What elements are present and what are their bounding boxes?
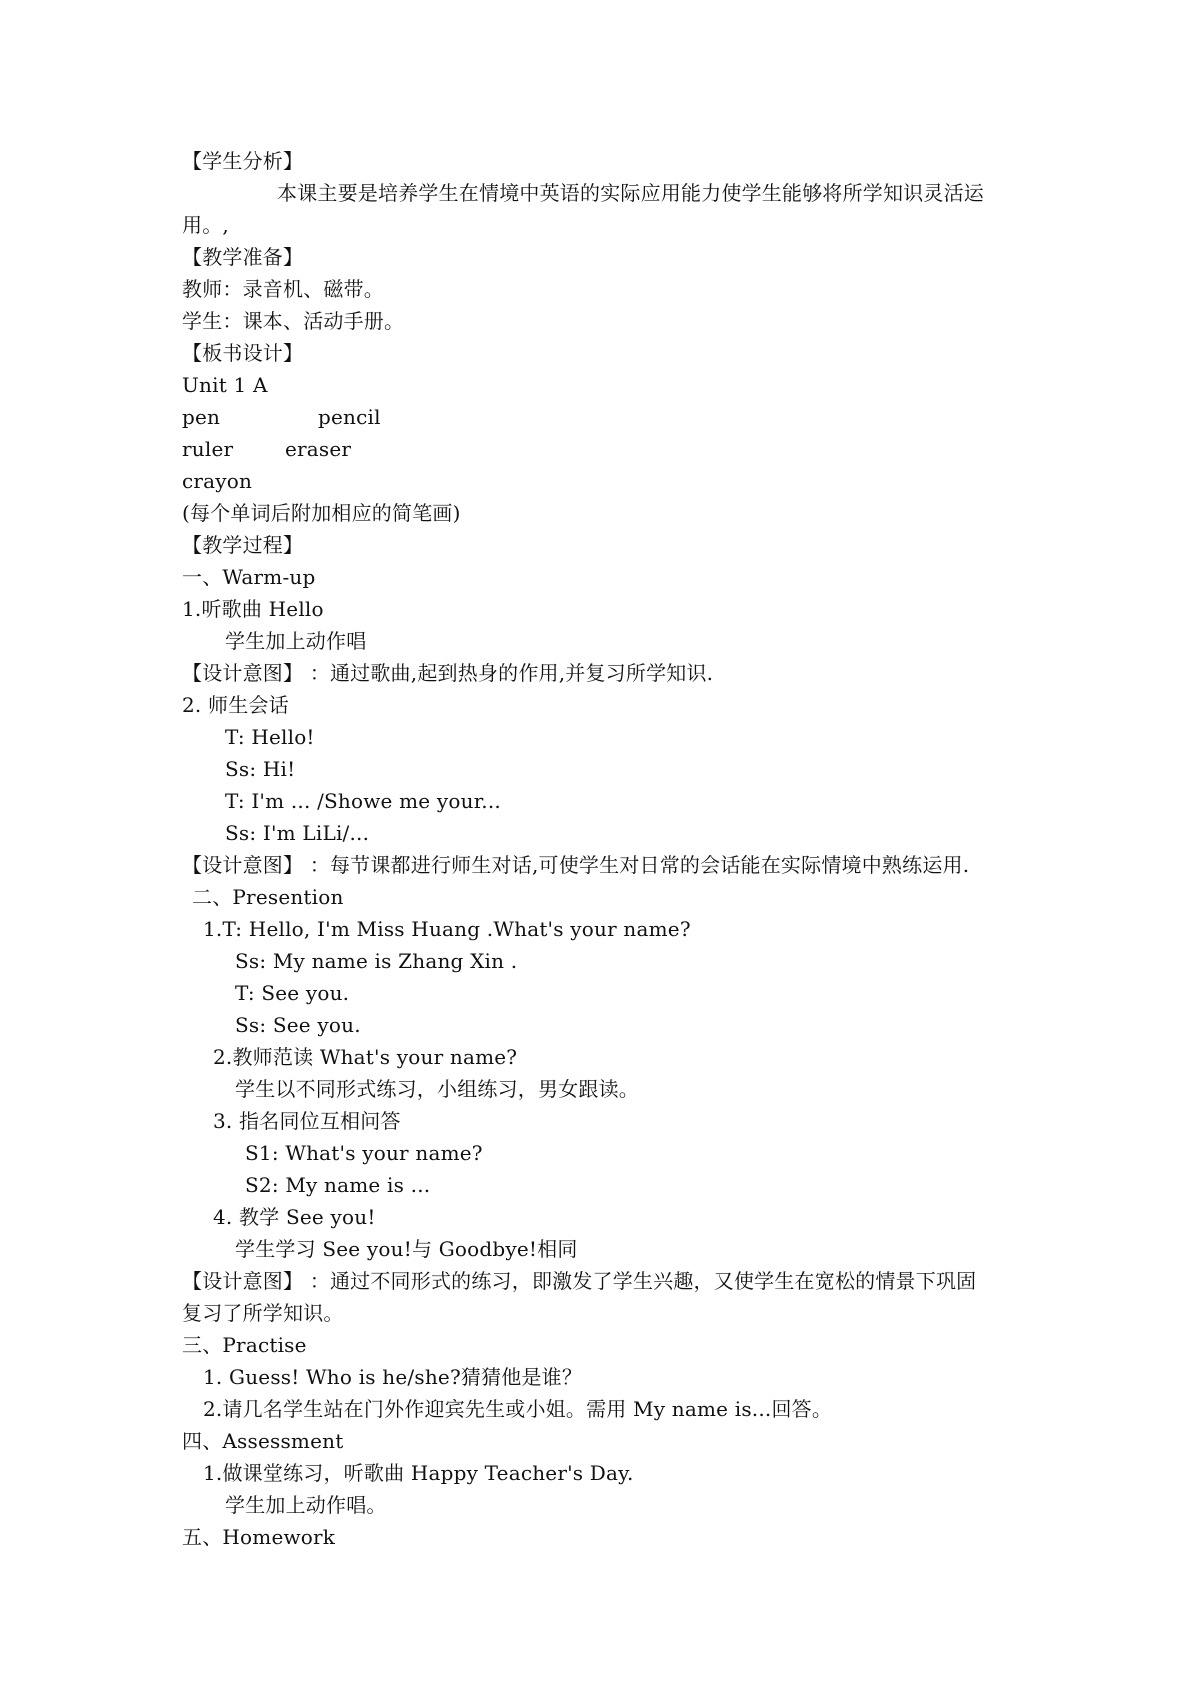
unit-title: Unit 1 A — [182, 373, 268, 397]
vocab-word: pencil — [318, 405, 381, 429]
dialogue-line: T: I'm ... /Showe me your... — [225, 789, 501, 813]
section-heading: 五、Homework — [182, 1525, 336, 1549]
heading-student-analysis: 【学生分析】 — [182, 149, 304, 173]
list-item: 1.听歌曲 Hello — [182, 597, 324, 621]
section-heading: 一、Warm-up — [182, 565, 316, 589]
paragraph-line: 用。, — [182, 213, 229, 237]
paragraph-line: 学生以不同形式练习，小组练习，男女跟读。 — [235, 1077, 639, 1101]
list-item: 1.T: Hello, I'm Miss Huang .What's your name? — [203, 917, 691, 941]
paragraph-line: 教师：录音机、磁带。 — [182, 277, 384, 301]
dialogue-line: S1: What's your name? — [245, 1141, 483, 1165]
vocab-word: pen — [182, 405, 221, 429]
section-heading: 二、Presention — [192, 885, 344, 909]
paragraph-line: 学生学习 See you!与 Goodbye!相同 — [235, 1237, 578, 1261]
paragraph-line: 学生加上动作唱。 — [225, 1493, 387, 1517]
list-item: 2.教师范读 What's your name? — [213, 1045, 518, 1069]
heading-teaching-preparation: 【教学准备】 — [182, 245, 304, 269]
paragraph-line: 本课主要是培养学生在情境中英语的实际应用能力使学生能够将所学知识灵活运 — [277, 181, 984, 205]
dialogue-line: S2: My name is ... — [245, 1173, 431, 1197]
heading-teaching-process: 【教学过程】 — [182, 533, 304, 557]
paragraph-line: 学生加上动作唱 — [225, 629, 367, 653]
design-intent: 【设计意图】 ：通过歌曲,起到热身的作用,并复习所学知识. — [182, 661, 714, 685]
vocab-word: crayon — [182, 469, 253, 493]
paragraph-line: 学生：课本、活动手册。 — [182, 309, 405, 333]
paragraph-line: 复习了所学知识。 — [182, 1301, 344, 1325]
dialogue-line: Ss: See you. — [235, 1013, 361, 1037]
list-item: 2. 师生会话 — [182, 693, 289, 717]
vocab-word: ruler — [182, 437, 234, 461]
dialogue-line: T: See you. — [235, 981, 350, 1005]
list-item: 3. 指名同位互相问答 — [213, 1109, 401, 1133]
section-heading: 四、Assessment — [182, 1429, 344, 1453]
dialogue-line: Ss: I'm LiLi/... — [225, 821, 370, 845]
design-intent: 【设计意图】 ：通过不同形式的练习，即激发了学生兴趣，又使学生在宽松的情景下巩固 — [182, 1269, 977, 1293]
heading-board-design: 【板书设计】 — [182, 341, 304, 365]
paragraph-line: (每个单词后附加相应的简笔画) — [182, 501, 461, 525]
vocab-word: eraser — [285, 437, 352, 461]
section-heading: 三、Practise — [182, 1333, 307, 1357]
dialogue-line: Ss: My name is Zhang Xin . — [235, 949, 518, 973]
list-item: 1.做课堂练习，听歌曲 Happy Teacher's Day. — [203, 1461, 634, 1485]
list-item: 4. 教学 See you! — [213, 1205, 376, 1229]
list-item: 2.请几名学生站在门外作迎宾先生或小姐。需用 My name is...回答。 — [203, 1397, 833, 1421]
dialogue-line: Ss: Hi! — [225, 757, 296, 781]
design-intent: 【设计意图】 ：每节课都进行师生对话,可使学生对日常的会话能在实际情境中熟练运用. — [182, 853, 970, 877]
list-item: 1. Guess! Who is he/she?猜猜他是谁？ — [203, 1365, 583, 1389]
dialogue-line: T: Hello! — [225, 725, 315, 749]
